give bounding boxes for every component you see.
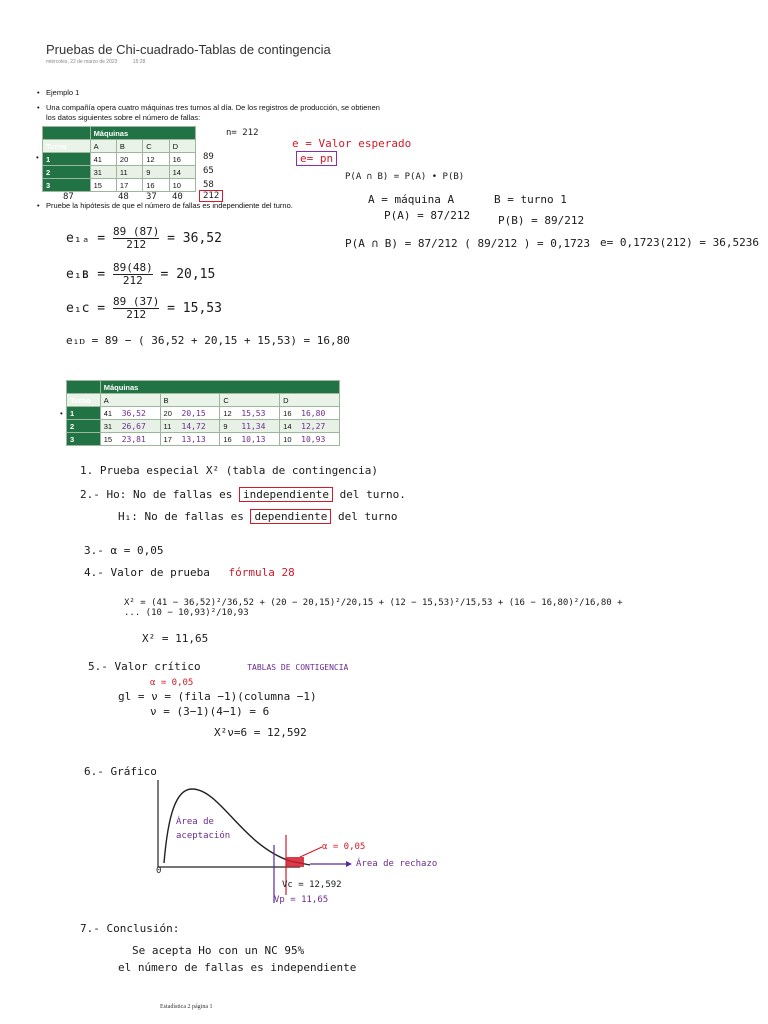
calc-lhs: e₁ₐ = [66,231,106,246]
row-total: 65 [203,166,214,176]
page-date: miércoles, 22 de marzo de 2023 [46,59,118,65]
step-4 [84,566,295,579]
table-cell: 9 [143,166,169,179]
row-total: 89 [203,152,214,162]
rejection-label: Área de rechazo [356,859,438,869]
expected: 11,34 [241,421,266,431]
table-bullet: • [36,153,39,162]
step-7: 7.- Conclusión: [80,922,180,935]
calc-lhs: e₁ʙ = [66,267,106,282]
arrow-head [346,861,352,867]
chi-formula: X² = (41 − 36,52)²/36,52 + (20 − 20,15)²/20,15 + (12 − 15,53)²/15,53 + (16 − 16,80)²/16,80 + ... (10 − 10,93)²/10,93 [124,598,623,618]
table-cell [160,420,220,433]
table-cell [220,433,280,446]
page-title: Pruebas de Chi-cuadrado-Tablas de contingencia [46,42,331,57]
ho-box: independiente [239,487,333,502]
conclusion-line-1: Se acepta Ho con un NC 95% [132,944,305,957]
pruebe-text: • Pruebe la hipótesis de que el número de fallas es independiente del turno. [46,201,293,210]
h1-tail: del turno [337,510,398,523]
col-header: C [220,394,280,407]
observed: 31 [103,421,113,431]
h1-text: H₁: No de fallas es [118,510,244,523]
table-cell: 17 [116,179,142,192]
grand-total: 212 [199,190,223,202]
table-cell [280,433,340,446]
table-maquinas-header: Máquinas [100,381,339,394]
calc-num: 89 (37) [112,295,160,308]
step-4-text: 4.- Valor de prueba [84,566,210,579]
col-total: 87 [63,192,74,202]
row-header: 1 [43,153,91,166]
col-header: C [143,140,169,153]
observed: 14 [283,421,292,431]
page-meta [46,59,159,65]
calc-e1d: e₁ᴅ = 89 − ( 36,52 + 20,15 + 15,53) = 16,80 [66,334,350,347]
enunciado: • Una compañía opera cuatro máquinas tres turnos al día. De los registros de producción, se obtienen los datos siguientes sobre el número de fallas: [46,103,386,123]
step-5-text: 5.- Valor crítico [88,660,201,673]
calc-res: = 20,15 [160,267,216,282]
alpha-note: α = 0,05 [150,678,194,688]
calc-fraction [113,296,159,321]
calc-den: 212 [126,308,147,321]
rejection-region [286,857,304,867]
table-cell [220,420,280,433]
row-header: 1 [67,407,101,420]
ho-text: 2.- Ho: No de fallas es [80,488,233,501]
calc-e1b [66,262,215,287]
observed: 12 [223,408,232,418]
critical-value: X²ν=6 = 12,592 [214,726,307,739]
table-cell [160,433,220,446]
acceptance-label: Área de aceptación [176,817,231,841]
gl-formula: gl = ν = (fila −1)(columna −1) [118,690,317,703]
col-total: 40 [172,192,183,202]
e-pn: e= pn [296,151,337,166]
expected: 23,81 [121,434,146,444]
col-header: D [169,140,195,153]
table-turno-header: Turno [43,140,91,153]
table-cell [280,420,340,433]
gl-value: ν = (3−1)(4−1) = 6 [150,705,270,718]
table-cell [100,407,160,420]
n-label: n= 212 [226,128,259,138]
observed: 41 [103,408,113,418]
expected: 36,52 [121,408,146,418]
step-4-formula: fórmula 28 [228,566,295,579]
a-definition: A = máquina A [368,193,455,206]
table-cell: 16 [143,179,169,192]
expected: 10,93 [301,434,326,444]
observed: 16 [223,434,232,444]
pb-value: P(B) = 89/212 [498,214,585,227]
expected: 15,53 [241,408,266,418]
page-footer: Estadística 2 página 1 [160,1004,213,1010]
calc-lhs: e₁c = [66,301,106,316]
calc-e1c [66,296,222,321]
step-2-ho [80,488,406,501]
calc-res: = 15,53 [167,301,222,316]
observed: 16 [283,408,292,418]
row-header: 2 [43,166,91,179]
calc-num: 89 (87) [112,225,160,238]
step-1: 1. Prueba especial X² (tabla de contingencia) [80,464,379,477]
table-cell: 15 [90,179,116,192]
table-turno-header: Turno [67,394,101,407]
table-bullet: • [60,409,63,418]
step-6: 6.- Gráfico [84,765,157,778]
step-5 [88,660,348,673]
row-header: 3 [67,433,101,446]
table-corner [67,381,101,394]
table-cell: 20 [116,153,142,166]
table-cell [100,420,160,433]
col-header: A [90,140,116,153]
e-calc-text: e= 0,1723(212) = 36,5236 [600,236,759,249]
observed: 9 [223,421,228,431]
calc-num: 89(48) [112,261,153,274]
table-cell: 41 [90,153,116,166]
table-cell [280,407,340,420]
step-3: 3.- α = 0,05 [84,544,164,557]
calc-res: = 36,52 [167,231,222,246]
ho-tail: del turno. [339,488,406,501]
table-corner [43,127,91,140]
observed: 10 [283,434,292,444]
table-cell: 31 [90,166,116,179]
origin-label: 0 [156,866,162,876]
page-time: 15:28 [132,59,146,65]
calc-fraction [113,262,153,287]
calc-fraction [113,226,159,251]
step-5-tables: TABLAS DE CONTIGENCIA [247,663,349,672]
e-definition: e = Valor esperado [292,137,412,150]
pab-value: P(A ∩ B) = 87/212 ( 89/212 ) = 0,1723 [345,237,591,250]
col-header: D [280,394,340,407]
expected: 14,72 [181,421,206,431]
row-total: 58 [203,180,214,190]
conclusion-line-2: el número de fallas es independiente [118,961,357,974]
vp-label: Vp = 11,65 [274,895,329,905]
contingency-table-observed [42,126,196,192]
expected: 10,13 [241,434,266,444]
table-cell: 16 [169,153,195,166]
col-header: A [100,394,160,407]
table-cell [100,433,160,446]
row-header: 2 [67,420,101,433]
table-cell: 14 [169,166,195,179]
table-cell: 11 [116,166,142,179]
calc-den: 212 [126,238,147,251]
col-total: 48 [118,192,129,202]
expected: 13,13 [181,434,206,444]
col-total: 37 [146,192,157,202]
pa-value: P(A) = 87/212 [384,209,471,222]
observed: 17 [163,434,172,444]
expected: 16,80 [301,408,326,418]
contingency-table-expected [66,380,340,446]
row-header: 3 [43,179,91,192]
h1-box: dependiente [250,509,331,524]
observed: 15 [103,434,113,444]
b-definition: B = turno 1 [494,193,567,206]
table-cell: 12 [143,153,169,166]
expected: 20,15 [181,408,206,418]
expected: 12,27 [301,421,326,431]
calc-den: 212 [122,274,143,287]
col-header: B [116,140,142,153]
chi-result: X² = 11,65 [142,632,209,645]
col-header: B [160,394,220,407]
p-independence: P(A ∩ B) = P(A) • P(B) [345,172,465,182]
ejemplo-label: • Ejemplo 1 [46,88,79,97]
e-calc [600,236,759,249]
observed: 20 [163,408,172,418]
alpha-graph-label: α = 0,05 [322,842,366,852]
alpha-pointer [300,847,322,857]
table-maquinas-header: Máquinas [90,127,195,140]
calc-e1a [66,226,222,251]
table-cell [160,407,220,420]
observed: 11 [163,421,172,431]
table-cell [220,407,280,420]
vc-label: Vc = 12,592 [282,880,342,890]
step-2-h1 [118,510,398,523]
table-cell: 10 [169,179,195,192]
expected: 26,67 [121,421,146,431]
